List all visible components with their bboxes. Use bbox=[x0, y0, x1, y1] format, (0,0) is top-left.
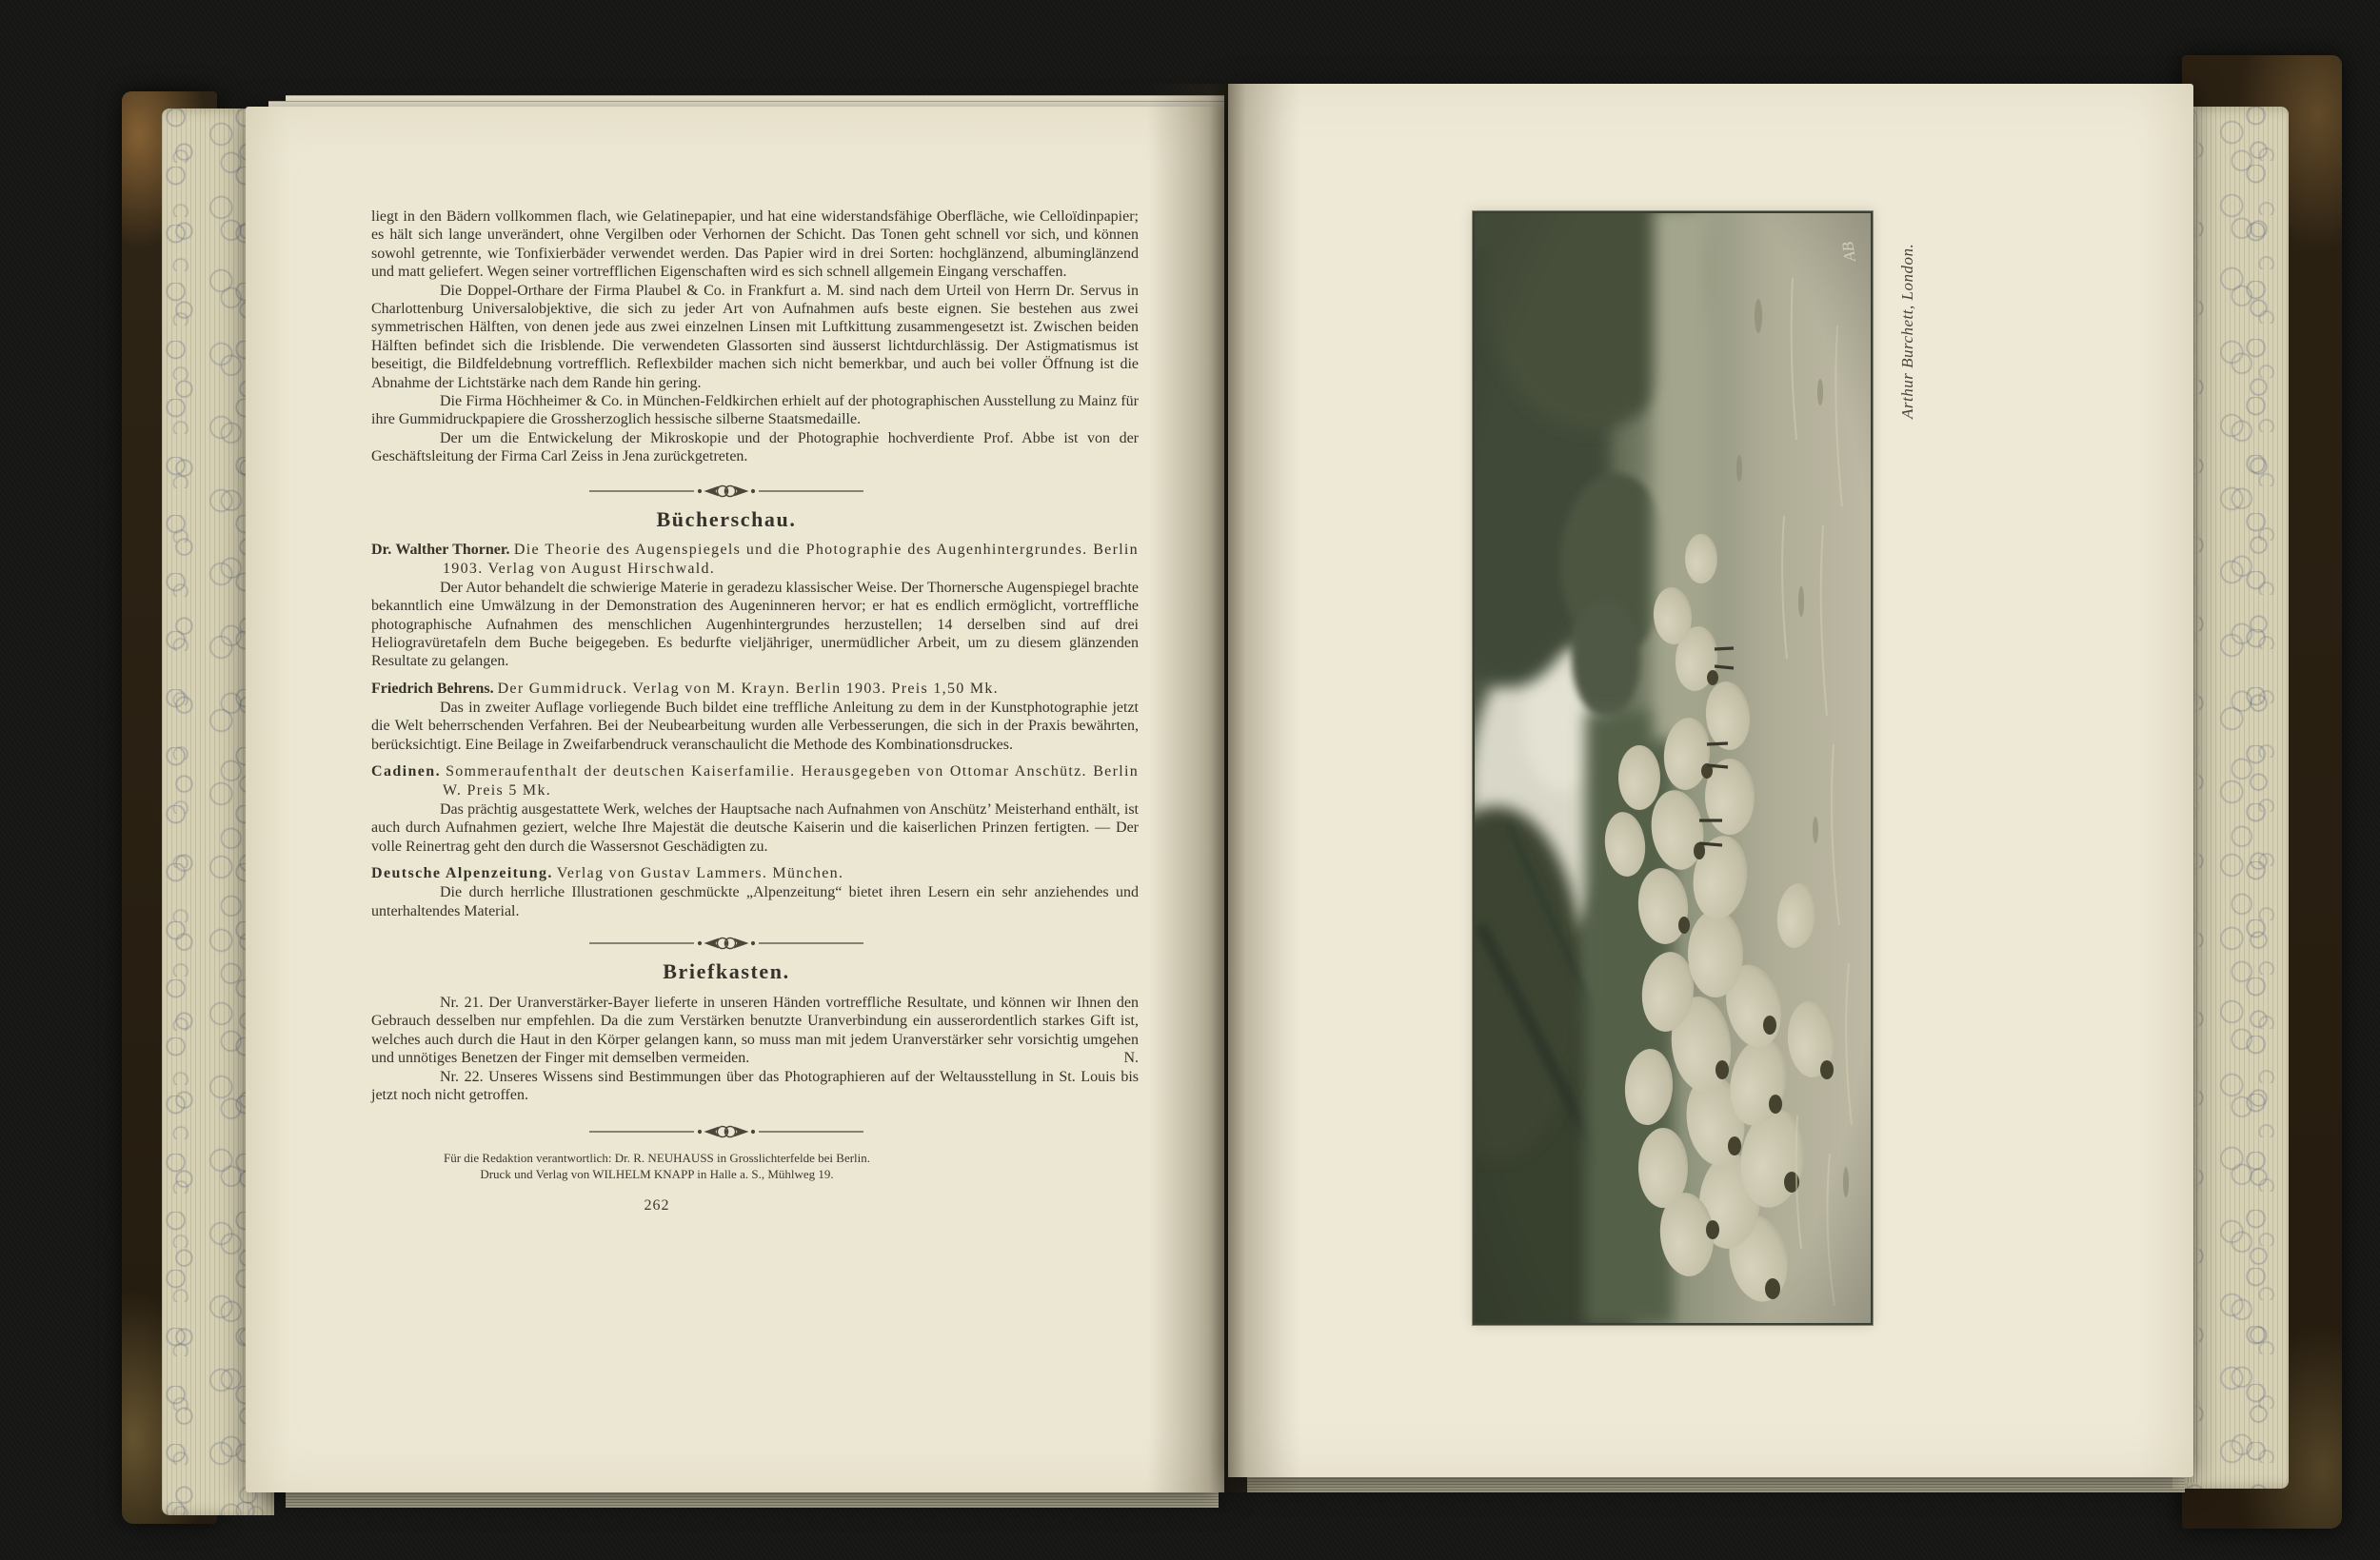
page-left bbox=[246, 107, 1224, 1492]
body-paragraph: Die Doppel-Orthare der Firma Plaubel & Co. in Frankfurt a. M. sind nach dem Urteil von Herrn Dr. Servus in Charlottenburg Universalobjektive, die sich zu jeder Art von Aufnahmen aufs beste eignen. Sie bestehen aus zwei symmetrischen Hälften, von denen jede aus zwei einzelnen Linsen mit Luftkittung zusammengesetzt ist. Zwischen beiden Hälften befindet sich die Irisblende. Die verwendeten Glassorten sind äusserst lichtdurchlässig. Der Astigmatismus ist beseitigt, die Bildfeldebnung vortrefflich. Reflexbilder machen sich nicht bemerkbar, und auch bei voller Öffnung ist die Abnahme der Lichtstärke nach dem Rande hin gering. bbox=[371, 282, 1139, 391]
entry-title: Verlag von Gustav Lammers. München. bbox=[556, 865, 844, 882]
section-divider-ornament bbox=[371, 1121, 1081, 1136]
photogravure-plate-sheep-flock bbox=[1473, 211, 1873, 1325]
entry-title: Der Gummidruck. Verlag von M. Krayn. Berlin 1903. Preis 1,50 Mk. bbox=[497, 680, 999, 697]
briefkasten-heading: Briefkasten. bbox=[663, 958, 790, 983]
briefkasten-item: Nr. 22. Unseres Wissens sind Bestimmungen über das Photographieren auf der Weltausstellung in St. Louis bis jetzt noch nicht getroffen. bbox=[371, 1068, 1139, 1103]
entry-review-text: Die durch herrliche Illustrationen geschmückte „Alpenzeitung“ bietet ihren Lesern ein sehr anziehendes und unterhaltendes Material. bbox=[371, 884, 1139, 919]
body-paragraph: Die Firma Höchheimer & Co. in München-Feldkirchen erhielt auf der photographischen Ausstellung zu Mainz für ihre Gummidruckpapiere die Grossherzoglich hessische silberne Staatsmedaille. bbox=[371, 393, 1139, 428]
plate-artist-monogram: AB bbox=[1838, 240, 1859, 264]
plate-caption-rotated: Arthur Burchett, London. bbox=[1898, 243, 1916, 419]
entry-review-text: Der Autor behandelt die schwierige Materie in geradezu klassischer Weise. Der Thornersche Augenspiegel brachte bekanntlich eine Umwälzung in der Demonstration des Augeninneren hervor; er hat es endlich ermöglicht, vortreffliche photographische Aufnahmen des menschlichen Augenhintergrundes herzustellen; 14 derselben sind auf drei Heliogravüretafeln dem Buche beigegeben. Es bedurfte vieljähriger, unermüdlicher Arbeit, um zu diesem glänzenden Resultate zu gelangen. bbox=[371, 579, 1139, 670]
left-page-text-column bbox=[371, 207, 1139, 1215]
entry-review-text: Das in zweiter Auflage vorliegende Buch bildet eine treffliche Anleitung zu dem in der Kunstphotographie jetzt die Welt beherrschenden Verfahren. Bei der Neubearbeitung wurden alle Verbesserungen, die sich in der Praxis bewährten, berücksichtigt. Eine Beilage in Zweifarbendruck veranschaulicht die Methode des Kombinationsdruckes. bbox=[371, 699, 1139, 753]
briefkasten-item-text: Nr. 21. Der Uranverstärker-Bayer lieferte in unseren Händen vortreffliche Resultate, und können wir Ihnen den Gebrauch desselben nur empfehlen. Da die zum Verstärken benutzte Uranverbindung ein ausserordentlich starkes Gift ist, welches auch durch die Haut in den Körper gelangen kann, so muss man mit jedem Uranverstärker sehr vorsichtig umgehen und unnötiges Benetzen der Finger mit demselben vermeiden. bbox=[371, 994, 1139, 1067]
entry-author: Dr. Walther Thorner. bbox=[371, 541, 510, 558]
entry-title: Die Theorie des Augenspiegels und die Photographie des Augenhintergrundes. Berlin 1903. Verlag von August Hirschwald. bbox=[443, 541, 1139, 577]
book-review-entry bbox=[371, 541, 1139, 579]
imprint-footer bbox=[371, 1150, 942, 1182]
section-divider-ornament bbox=[371, 482, 1081, 497]
body-paragraph: Der um die Entwickelung der Mikroskopie und der Photographie hochverdiente Prof. Abbe ist von der Geschäftsleitung der Firma Carl Zeiss in Jena zurückgetreten. bbox=[371, 429, 1139, 465]
buecherschau-heading: Bücherschau. bbox=[656, 506, 797, 531]
imprint-line-publisher: Druck und Verlag von WILHELM KNAPP in Halle a. S., Mühlweg 19. bbox=[480, 1167, 834, 1182]
briefkasten-item bbox=[371, 994, 1139, 1068]
entry-author: Friedrich Behrens. bbox=[371, 680, 494, 697]
sheet-stack-bottom-left bbox=[286, 1492, 1219, 1508]
book-review-entry bbox=[371, 762, 1139, 800]
entry-author: Deutsche Alpenzeitung. bbox=[371, 865, 553, 882]
imprint-line-editor: Für die Redaktion verantwortlich: Dr. R. NEUHAUSS in Grosslichterfelde bei Berlin. bbox=[443, 1151, 871, 1166]
sheet-stack-bottom-right bbox=[1247, 1477, 2185, 1492]
book-review-entry bbox=[371, 864, 1139, 883]
body-paragraph: liegt in den Bädern vollkommen flach, wie Gelatinepapier, und hat eine widerstandsfähige Oberfläche, wie Celloïdinpapier; es hält sich lange unverändert, ohne Vergilben oder Verhornen der Schicht. Das Tonen geht schnell vor sich, und können sowohl getrennte, wie Tonfixierbäder verwendet werden. Das Papier wird in drei Sorten: hochglänzend, albuminglänzend und matt geliefert. Wegen seiner vortrefflichen Eigenschaften wird es sich schnell allgemein Eingang verschaffen. bbox=[371, 208, 1139, 281]
book-review-entry bbox=[371, 680, 1139, 699]
entry-review-text: Das prächtig ausgestattete Werk, welches der Hauptsache nach Aufnahmen von Anschütz’ Meisterhand enthält, ist auch durch Aufnahmen geziert, welche Ihre Majestät die deutsche Kaiserin und die kaiserlichen Prinzen fertigten. — Der volle Reinertrag geht den durch die Wassersnot Geschädigten zu. bbox=[371, 800, 1139, 855]
section-divider-ornament bbox=[371, 934, 1081, 949]
page-number: 262 bbox=[644, 1197, 670, 1214]
briefkasten-item-signature: N. bbox=[1123, 1050, 1139, 1067]
entry-author: Cadinen. bbox=[371, 762, 441, 780]
entry-title: Sommeraufenthalt der deutschen Kaiserfamilie. Herausgegeben von Ottomar Anschütz. Berlin W. Preis 5 Mk. bbox=[443, 762, 1140, 799]
